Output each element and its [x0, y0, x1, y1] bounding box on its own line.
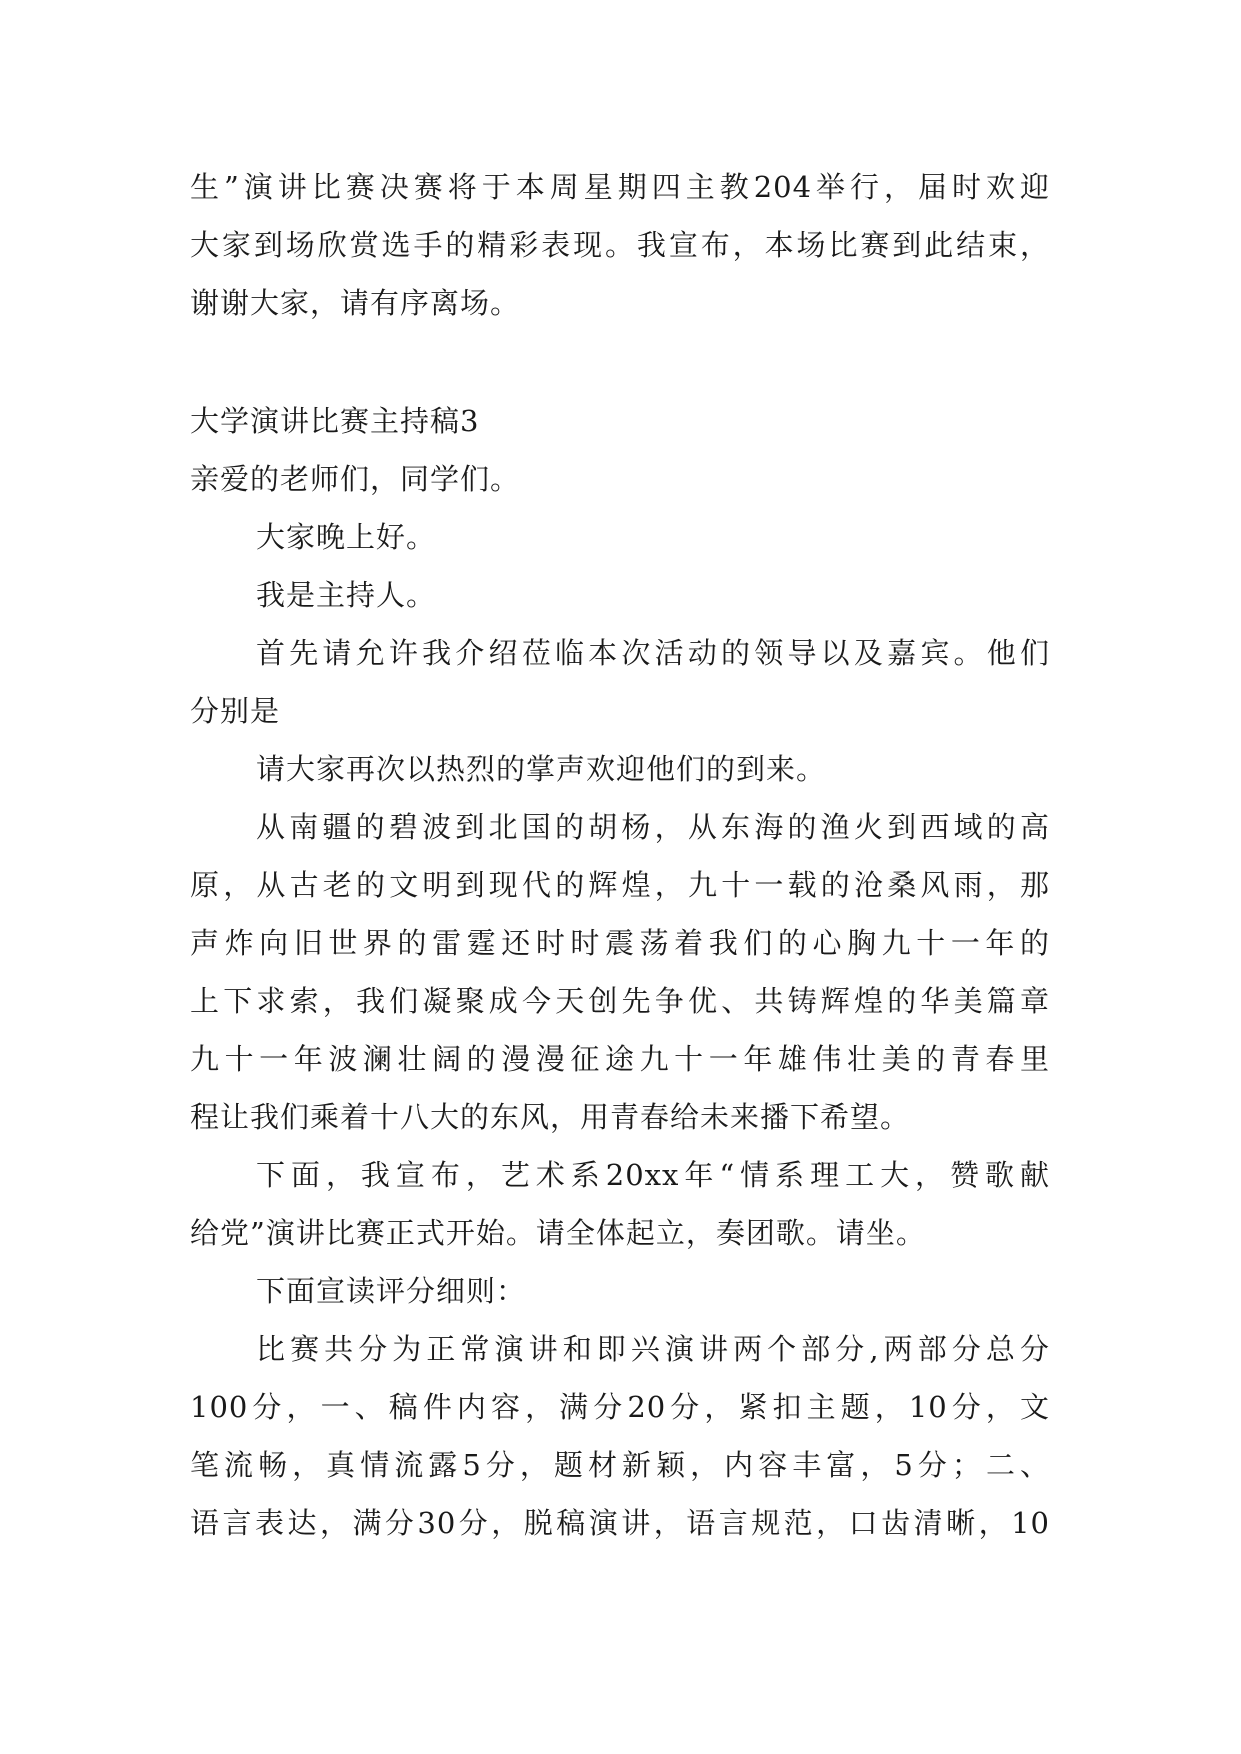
paragraph-poetic-line-4: 上下求索，我们凝聚成今天创先争优、共铸辉煌的华美篇章	[190, 984, 1050, 1018]
section-gap	[190, 332, 1050, 392]
paragraph-guests-line-2: 分别是	[190, 694, 281, 728]
paragraph-poetic-line-3: 声炸向旧世界的雷霆还时时震荡着我们的心胸九十一年的	[190, 926, 1050, 960]
section-title: 大学演讲比赛主持稿3	[190, 404, 480, 438]
paragraph-announce-line-2: 给党”演讲比赛正式开始。请全体起立，奏团歌。请坐。	[190, 1216, 926, 1250]
paragraph-guests-line-1: 首先请允许我介绍莅临本次活动的领导以及嘉宾。他们	[256, 636, 1050, 670]
intro-line-1: 生”演讲比赛决赛将于本周星期四主教204举行，届时欢迎	[190, 170, 1050, 204]
document-body	[190, 158, 1050, 1552]
paragraph-poetic-line-5: 九十一年波澜壮阔的漫漫征途九十一年雄伟壮美的青春里	[190, 1042, 1050, 1076]
paragraph-poetic-line-1: 从南疆的碧波到北国的胡杨，从东海的渔火到西域的高	[256, 810, 1050, 844]
paragraph-host: 我是主持人。	[256, 578, 437, 612]
paragraph-scoring-line-4: 语言表达，满分30分，脱稿演讲，语言规范，口齿清晰，10	[190, 1506, 1050, 1540]
intro-line-3: 谢谢大家，请有序离场。	[190, 286, 521, 320]
paragraph-poetic-line-6: 程让我们乘着十八大的东风，用青春给未来播下希望。	[190, 1100, 911, 1134]
salutation: 亲爱的老师们，同学们。	[190, 462, 521, 496]
paragraph-applause: 请大家再次以热烈的掌声欢迎他们的到来。	[256, 752, 827, 786]
paragraph-rules-intro: 下面宣读评分细则：	[256, 1274, 527, 1308]
intro-line-2: 大家到场欣赏选手的精彩表现。我宣布，本场比赛到此结束，	[190, 228, 1050, 262]
paragraph-scoring-line-3: 笔流畅，真情流露5分，题材新颖，内容丰富，5分；二、	[190, 1448, 1050, 1482]
paragraph-scoring-line-1: 比赛共分为正常演讲和即兴演讲两个部分,两部分总分	[256, 1332, 1050, 1366]
paragraph-greeting: 大家晚上好。	[256, 520, 437, 554]
paragraph-announce-line-1: 下面，我宣布，艺术系20xx年“情系理工大，赞歌献	[256, 1158, 1050, 1192]
paragraph-poetic-line-2: 原，从古老的文明到现代的辉煌，九十一载的沧桑风雨，那	[190, 868, 1050, 902]
paragraph-scoring-line-2: 100分，一、稿件内容，满分20分，紧扣主题，10分，文	[190, 1390, 1050, 1424]
